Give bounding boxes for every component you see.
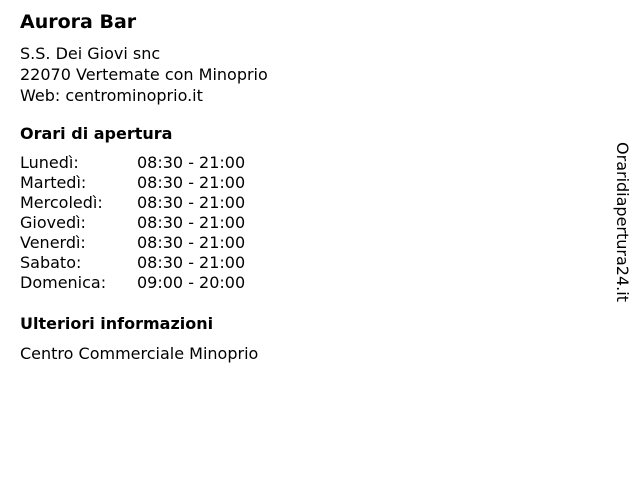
day-label: Lunedì: xyxy=(20,153,79,172)
day-label: Mercoledì: xyxy=(20,193,103,212)
additional-info-heading: Ulteriori informazioni xyxy=(20,314,214,333)
opening-hours-heading: Orari di apertura xyxy=(20,124,173,143)
hours-row-thursday xyxy=(20,213,245,233)
day-label: Domenica: xyxy=(20,273,107,292)
hours-row-monday xyxy=(20,153,245,173)
day-label: Sabato: xyxy=(20,253,82,272)
opening-hours-table xyxy=(20,153,245,293)
hours-row-sunday xyxy=(20,273,245,293)
business-name: Aurora Bar xyxy=(20,11,137,33)
website-link[interactable]: Web: centrominoprio.it xyxy=(20,86,203,105)
time-range: 08:30 - 21:00 xyxy=(137,253,246,272)
time-range: 08:30 - 21:00 xyxy=(137,213,246,232)
time-range: 08:30 - 21:00 xyxy=(137,233,246,252)
hours-row-saturday xyxy=(20,253,245,273)
hours-row-friday xyxy=(20,233,245,253)
additional-info-text: Centro Commerciale Minoprio xyxy=(20,344,259,363)
day-label: Venerdì: xyxy=(20,233,86,252)
time-range: 08:30 - 21:00 xyxy=(137,193,246,212)
address-city: 22070 Vertemate con Minoprio xyxy=(20,65,268,84)
day-label: Martedì: xyxy=(20,173,87,192)
site-watermark: Oraridiapertura24.it xyxy=(613,142,632,302)
time-range: 09:00 - 20:00 xyxy=(137,273,246,292)
address-block xyxy=(20,43,268,106)
time-range: 08:30 - 21:00 xyxy=(137,173,246,192)
hours-row-wednesday xyxy=(20,193,245,213)
address-street: S.S. Dei Giovi snc xyxy=(20,44,161,63)
day-label: Giovedì: xyxy=(20,213,86,232)
hours-row-tuesday xyxy=(20,173,245,193)
time-range: 08:30 - 21:00 xyxy=(137,153,246,172)
